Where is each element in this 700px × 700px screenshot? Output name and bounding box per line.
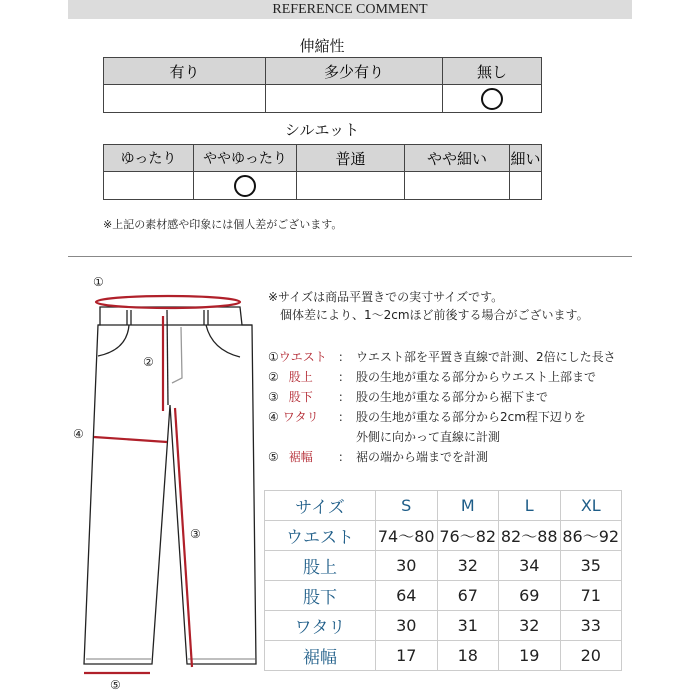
- silhouette-option: 普通: [297, 145, 405, 172]
- size-table: [264, 490, 622, 671]
- table-cell: 30: [376, 611, 438, 641]
- diagram-label-2: ②: [143, 355, 154, 369]
- stretch-option: 多少有り: [266, 58, 443, 85]
- table-row: [265, 641, 622, 671]
- silhouette-cell: [405, 172, 510, 200]
- table-cell: 31: [437, 611, 499, 641]
- table-cell: 32: [499, 611, 561, 641]
- pants-outline: [84, 307, 256, 664]
- diagram-label-1: ①: [93, 275, 104, 289]
- table-cell: 32: [437, 551, 499, 581]
- size-table-header: [265, 491, 622, 521]
- table-row: [265, 521, 622, 551]
- measure-note-line1: ※サイズは商品平置きでの実寸サイズです。: [268, 290, 504, 304]
- silhouette-option: やや細い: [405, 145, 510, 172]
- table-cell: 19: [499, 641, 561, 671]
- header-cell: XL: [560, 491, 622, 521]
- silhouette-option: 細い: [510, 145, 542, 172]
- reference-comment-header: REFERENCE COMMENT: [68, 0, 632, 19]
- table-cell: 67: [437, 581, 499, 611]
- definition-item: ③ 股下 ： 股の生地が重なる部分から裾下まで: [268, 390, 549, 404]
- silhouette-title: シルエット: [284, 121, 360, 139]
- silhouette-option: ややゆったり: [194, 145, 297, 172]
- table-cell: 82〜88: [499, 521, 561, 551]
- definition-item: ② 股上 ： 股の生地が重なる部分からウエスト上部まで: [268, 370, 597, 384]
- header-cell: M: [437, 491, 499, 521]
- table-cell: 86〜92: [560, 521, 622, 551]
- table-cell: 64: [376, 581, 438, 611]
- row-label: 裾幅: [265, 641, 376, 671]
- table-row: [265, 611, 622, 641]
- definition-item: ①ウエスト ： ウエスト部を平置き直線で計測、2倍にした長さ: [268, 350, 616, 364]
- table-cell: 18: [437, 641, 499, 671]
- header-cell: サイズ: [265, 491, 376, 521]
- header-cell: S: [376, 491, 438, 521]
- stretch-cell: [266, 85, 443, 113]
- table-cell: 35: [560, 551, 622, 581]
- table-cell: 76〜82: [437, 521, 499, 551]
- impression-note: ※上記の素材感や印象には個人差がございます。: [103, 218, 343, 231]
- row-label: ワタリ: [265, 611, 376, 641]
- definition-item: ⑤ 裾幅 ： 裾の端から端までを計測: [268, 450, 489, 464]
- table-cell: 74〜80: [376, 521, 438, 551]
- row-label: ウエスト: [265, 521, 376, 551]
- table-row: [265, 551, 622, 581]
- table-cell: 71: [560, 581, 622, 611]
- pants-diagram: [0, 0, 270, 700]
- waist-measure-mark: [96, 296, 240, 308]
- measure-note-line2: 個体差により、1〜2cmほど前後する場合がございます。: [280, 308, 589, 322]
- definition-item-continued: 外側に向かって直線に計測: [356, 430, 501, 444]
- header-cell: L: [499, 491, 561, 521]
- table-cell: 20: [560, 641, 622, 671]
- thigh-measure-mark: [94, 437, 167, 442]
- stretch-option: 有り: [104, 58, 266, 85]
- definition-item: ④ ワタリ ： 股の生地が重なる部分から2cm程下辺りを: [268, 410, 586, 424]
- stretch-cell-selected: [443, 85, 542, 113]
- stretch-option: 無し: [443, 58, 542, 85]
- row-label: 股下: [265, 581, 376, 611]
- row-label: 股上: [265, 551, 376, 581]
- diagram-label-4: ④: [73, 427, 84, 441]
- table-row: [265, 581, 622, 611]
- table-cell: 69: [499, 581, 561, 611]
- silhouette-cell: [510, 172, 542, 200]
- stretch-title: 伸縮性: [299, 37, 345, 55]
- table-cell: 30: [376, 551, 438, 581]
- circle-mark-icon: [481, 88, 503, 110]
- diagram-label-3: ③: [190, 527, 201, 541]
- silhouette-cell: [297, 172, 405, 200]
- table-cell: 34: [499, 551, 561, 581]
- table-cell: 33: [560, 611, 622, 641]
- silhouette-option: ゆったり: [104, 145, 194, 172]
- table-cell: 17: [376, 641, 438, 671]
- diagram-label-5: ⑤: [110, 678, 121, 692]
